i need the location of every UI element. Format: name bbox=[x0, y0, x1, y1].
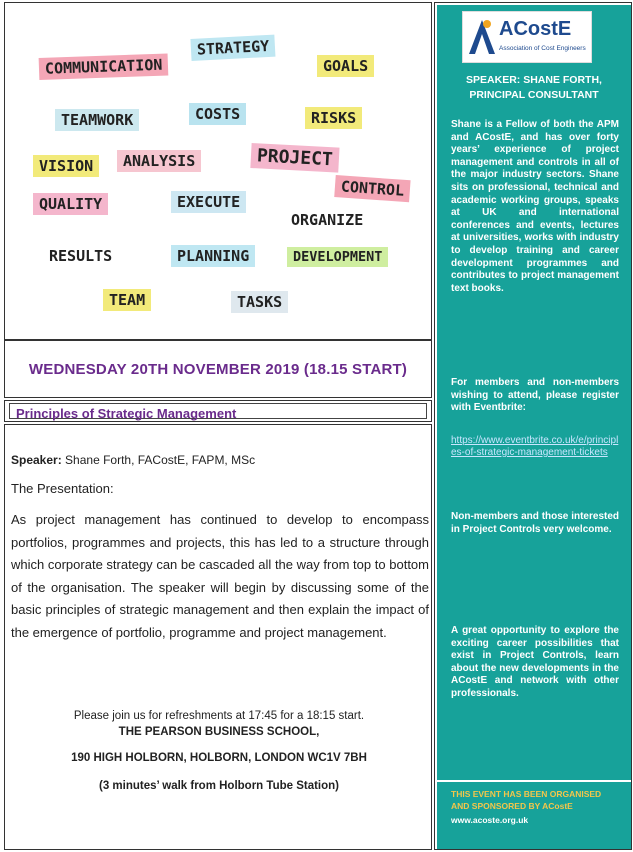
welcome-note: Non-members and those interested in Project Controls very welcome. bbox=[451, 511, 619, 535]
sidebar-panel bbox=[437, 5, 631, 780]
logo-name: ACostE bbox=[499, 18, 572, 40]
venue-address: 190 HIGH HOLBORN, HOLBORN, LONDON WC1V 7BH bbox=[71, 752, 367, 764]
word-costs: COSTS bbox=[189, 103, 246, 125]
word-quality: QUALITY bbox=[33, 193, 108, 215]
word-communication: COMMUNICATION bbox=[39, 53, 169, 80]
event-date-box bbox=[4, 340, 432, 398]
website-link[interactable]: www.acoste.org.uk bbox=[451, 815, 529, 825]
sponsor-note: THIS EVENT HAS BEEN ORGANISED AND SPONSORED BY ACostE bbox=[451, 789, 602, 811]
speaker-bio: Shane is a Fellow of both the APM and ACostE, and has over forty years’ experience of project management and controls in all of the major industry sectors. Shane sits on professional, technical and academic working groups, speaks at UK and international conferences and events, lectures at universities, works with industry to develop training and career development programmes and contributes to project management text books. bbox=[451, 119, 619, 294]
word-goals: GOALS bbox=[317, 55, 374, 77]
logo-emblem-icon bbox=[467, 16, 497, 56]
presentation-heading: The Presentation: bbox=[11, 481, 114, 496]
talk-title: Principles of Strategic Management bbox=[16, 406, 237, 421]
venue-directions: (3 minutes’ walk from Holborn Tube Station) bbox=[98, 780, 340, 792]
word-team: TEAM bbox=[103, 289, 151, 311]
presentation-abstract: As project management has continued to develop to encompass portfolios, programmes and projects, this has led to a structure through which corporate strategy can be cascaded all the way from top to bottom of the organisation. The speaker will begin by discussing some of the basic principles of strategic management and then explain the impact of the emergence of portfolio, programme and project management. bbox=[11, 512, 429, 640]
speaker-heading-line-1: SPEAKER: SHANE FORTH, bbox=[466, 74, 602, 86]
word-strategy: STRATEGY bbox=[190, 35, 275, 61]
hero-word-collage bbox=[4, 2, 432, 340]
venue-box bbox=[4, 680, 432, 850]
word-vision: VISION bbox=[33, 155, 99, 177]
registration-note: For members and non-members wishing to attend, please register with Eventbrite: bbox=[451, 377, 619, 414]
word-organize: ORGANIZE bbox=[291, 211, 364, 229]
venue-name: THE PEARSON BUSINESS SCHOOL, bbox=[118, 726, 320, 738]
acoste-logo bbox=[462, 11, 592, 63]
word-project: PROJECT bbox=[250, 143, 339, 173]
career-opportunity-note: A great opportunity to explore the exciting career possibilities that exist in Project Controls, learn about the new developments in the ACostE and network with other professionals. bbox=[451, 625, 619, 699]
word-control: CONTROL bbox=[334, 175, 411, 202]
talk-title-frame bbox=[9, 403, 427, 419]
speaker-heading-line-2: PRINCIPAL CONSULTANT bbox=[469, 89, 599, 101]
speaker-line bbox=[11, 453, 255, 467]
talk-title-box bbox=[4, 400, 432, 422]
word-tasks: TASKS bbox=[231, 291, 288, 313]
speaker-label: Speaker: bbox=[11, 453, 62, 467]
word-execute: EXECUTE bbox=[171, 191, 246, 213]
refreshments-note: Please join us for refreshments at 17:45 for a 18:15 start. bbox=[73, 710, 365, 722]
word-results: RESULTS bbox=[49, 247, 113, 265]
word-planning: PLANNING bbox=[171, 245, 255, 267]
word-development: DEVELOPMENT bbox=[287, 247, 388, 267]
logo-subtitle: Association of Cost Engineers bbox=[499, 45, 586, 52]
sidebar-footer bbox=[437, 782, 631, 849]
event-date: WEDNESDAY 20TH NOVEMBER 2019 (18.15 START) bbox=[28, 360, 408, 378]
word-analysis: ANALYSIS bbox=[117, 150, 201, 172]
eventbrite-link[interactable]: https://www.eventbrite.co.uk/e/principles-of-strategic-management-tickets bbox=[451, 435, 619, 458]
sidebar bbox=[434, 2, 632, 850]
word-risks: RISKS bbox=[305, 107, 362, 129]
speaker-name: Shane Forth, FACostE, FAPM, MSc bbox=[61, 453, 256, 467]
word-teamwork: TEAMWORK bbox=[55, 109, 139, 131]
presentation-body bbox=[4, 424, 432, 680]
